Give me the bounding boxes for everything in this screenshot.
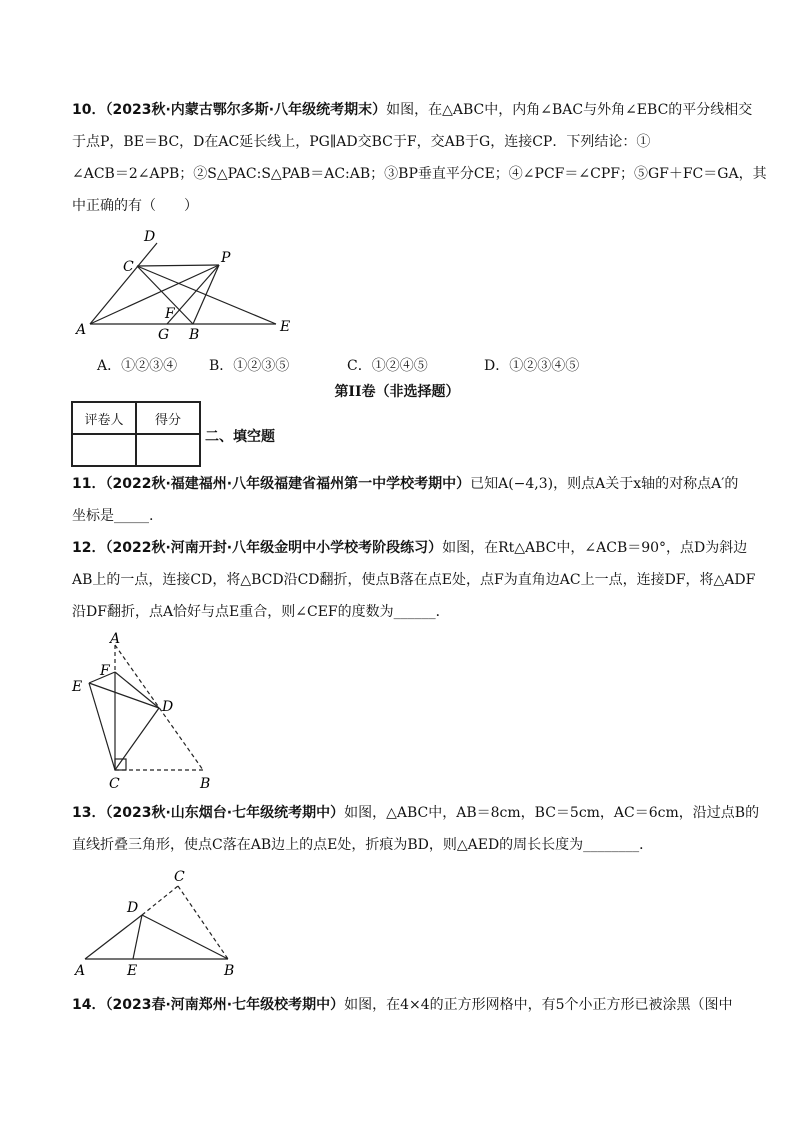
section-title: 第II卷（非选择题）: [334, 384, 460, 400]
q12-seg-DC: [115, 708, 159, 770]
score-table: [71, 401, 201, 467]
q10-option-d[interactable]: D．①②③④⑤: [484, 358, 580, 374]
q12-label-C: C: [109, 776, 120, 792]
q12-line2: AB上的一点，连接CD，将△BCD沿CD翻折，使点B落在点E处，点F为直角边AC上一点，连接DF，将△ADF: [72, 572, 756, 588]
q12-figure: [60, 625, 230, 795]
q12-seg-FD: [115, 672, 159, 708]
q13-line1: [72, 802, 759, 824]
q10-label-G: G: [158, 327, 170, 343]
q11-source: 11．（2022秋·福建福州·八年级福建省福州第一中学校考期中）: [72, 476, 471, 492]
q12-label-D: D: [162, 699, 174, 715]
q13-seg-DC: [142, 886, 178, 915]
q13-line2: 直线折叠三角形，使点C落在AB边上的点E处，折痕为BD，则△AED的周长长度为________．: [72, 837, 654, 853]
q11-line2: 坐标是_____.: [72, 508, 154, 524]
q12-seg-ED: [89, 683, 159, 708]
q14-text-1: 如图，在4×4的正方形网格中，有5个小正方形已被涂黑（图中: [344, 997, 733, 1013]
score-cell-score[interactable]: [136, 434, 200, 466]
q13-label-E: E: [127, 963, 138, 979]
q13-source: 13．（2023秋·山东烟台·七年级统考期中）: [72, 805, 345, 821]
q10-label-P: P: [221, 250, 231, 266]
q10-seg-CE: [137, 266, 276, 324]
q13-label-C: C: [174, 869, 185, 885]
q10-label-B: B: [189, 327, 200, 343]
q13-label-B: B: [224, 963, 235, 979]
score-cell-grader[interactable]: [72, 434, 136, 466]
score-header-score: 得分: [136, 402, 200, 434]
q12-label-A: A: [110, 631, 121, 647]
q10-seg-CP: [137, 265, 219, 266]
q10-seg-BP: [193, 265, 219, 324]
q10-line2: 于点P，BE＝BC，D在AC延长线上，PG∥AD交BC于F，交AB于G，连接CP．下列结论：①: [72, 134, 651, 150]
q10-option-a[interactable]: A．①②③④: [97, 358, 178, 374]
q12-source: 12．（2022秋·河南开封·八年级金明中小学校考阶段练习）: [72, 540, 443, 556]
q12-line3: 沿DF翻折，点A恰好与点E重合，则∠CEF的度数为______．: [72, 604, 450, 620]
q10-label-F: F: [165, 306, 175, 322]
q10-source: 10．（2023秋·内蒙古鄂尔多斯·八年级统考期末）: [72, 102, 387, 118]
q12-line1: [72, 537, 747, 559]
q10-label-A: A: [76, 322, 87, 338]
q12-seg-EC: [89, 683, 115, 770]
q13-label-A: A: [75, 963, 86, 979]
q13-seg-CB: [178, 886, 228, 959]
q13-seg-DB: [142, 915, 228, 959]
q10-label-E: E: [280, 319, 291, 335]
q12-text-1: 如图，在Rt△ABC中，∠ACB＝90°，点D为斜边: [442, 540, 748, 556]
q13-seg-AD: [85, 915, 142, 959]
q10-seg-GP: [167, 265, 219, 324]
score-header-grader: 评卷人: [72, 402, 136, 434]
q10-option-b[interactable]: B．①②③⑤: [209, 358, 290, 374]
q10-label-D: D: [144, 229, 156, 245]
q14-line1: [72, 994, 733, 1016]
q10-label-C: C: [123, 259, 134, 275]
q10-text-1: 如图，在△ABC中，内角∠BAC与外角∠EBC的平分线相交: [386, 102, 753, 118]
q13-text-1: 如图，△ABC中，AB＝8cm，BC＝5cm，AC＝6cm，沿过点B的: [344, 805, 760, 821]
q11-text-1: 已知A(−4,3)，则点A关于x轴的对称点A′的: [470, 476, 739, 492]
q14-source: 14．（2023春·河南郑州·七年级校考期中）: [72, 997, 345, 1013]
q10-line3: ∠ACB＝2∠APB；②S△PAC:S△PAB＝AC:AB；③BP垂直平分CE；④∠PCF＝∠CPF；⑤GF＋FC＝GA，其: [72, 166, 767, 182]
q10-line4: 中正确的有（ ）: [72, 198, 198, 214]
q10-seg-AD: [90, 243, 157, 324]
q12-label-F: F: [100, 663, 110, 679]
q12-label-B: B: [200, 776, 211, 792]
q12-label-E: E: [72, 679, 83, 695]
q11-line1: [72, 473, 738, 495]
part-title: 二、填空题: [205, 429, 275, 445]
q10-figure: [0, 0, 794, 360]
q13-label-D: D: [127, 900, 139, 916]
q13-figure: [60, 860, 250, 985]
q10-option-c[interactable]: C．①②④⑤: [347, 358, 428, 374]
